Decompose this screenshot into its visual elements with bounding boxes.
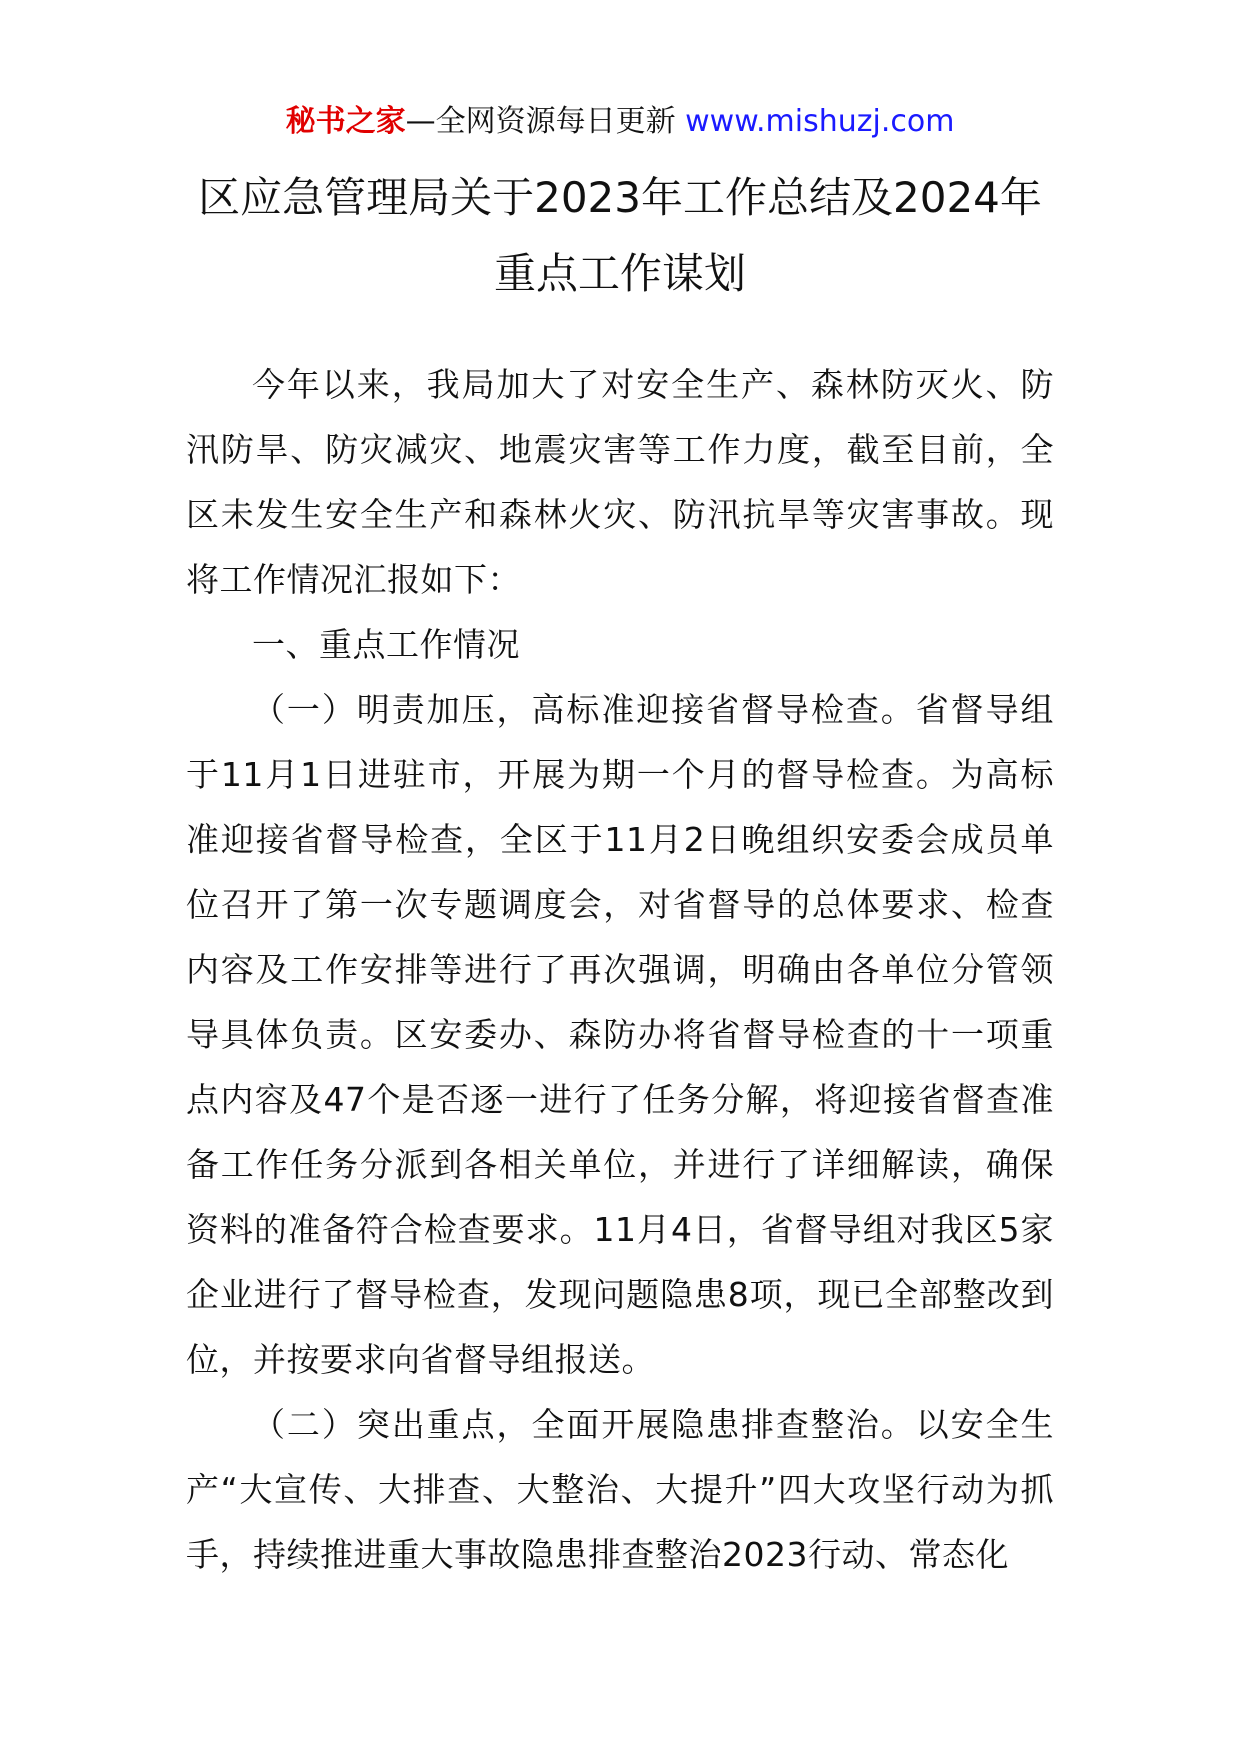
- body-paragraph: （一）明责加压，高标准迎接省督导检查。省督导组于11月1日进驻市，开展为期一个月的督导检查。为高标准迎接省督导检查，全区于11月2日晚组织安委会成员单位召开了第一次专题调度会，对省督导的总体要求、检查内容及工作安排等进行了再次强调，明确由各单位分管领导具体负责。区安委办、森防办将省督导检查的十一项重点内容及47个是否逐一进行了任务分解，将迎接省督查准备工作任务分派到各相关单位，并进行了详细解读，确保资料的准备符合检查要求。11月4日，省督导组对我区5家企业进行了督导检查，发现问题隐患8项，现已全部整改到位，并按要求向省督导组报送。: [186, 690, 1054, 1379]
- document-title-line-2: 重点工作谋划: [493, 249, 746, 298]
- banner-url-link[interactable]: www.mishuzj.com: [685, 104, 955, 139]
- document-title-line-1: 区应急管理局关于2023年工作总结及2024年: [198, 173, 1042, 222]
- intro-paragraph: 今年以来，我局加大了对安全生产、森林防灭火、防汛防旱、防灾减灾、地震灾害等工作力度，截至目前，全区未发生安全生产和森林火灾、防汛抗旱等灾害事故。现将工作情况汇报如下：: [186, 365, 1054, 599]
- document-title: [160, 160, 1080, 312]
- document-body: [186, 352, 1054, 1587]
- banner-brand: 秘书之家: [285, 104, 406, 139]
- banner-tagline: —全网资源每日更新: [405, 104, 676, 139]
- section-heading: 一、重点工作情况: [252, 625, 520, 664]
- body-paragraph: （二）突出重点，全面开展隐患排查整治。以安全生产“大宣传、大排查、大整治、大提升”四大攻坚行动为抓手，持续推进重大事故隐患排查整治2023行动、常态化: [186, 1405, 1054, 1574]
- site-banner: [0, 100, 1240, 144]
